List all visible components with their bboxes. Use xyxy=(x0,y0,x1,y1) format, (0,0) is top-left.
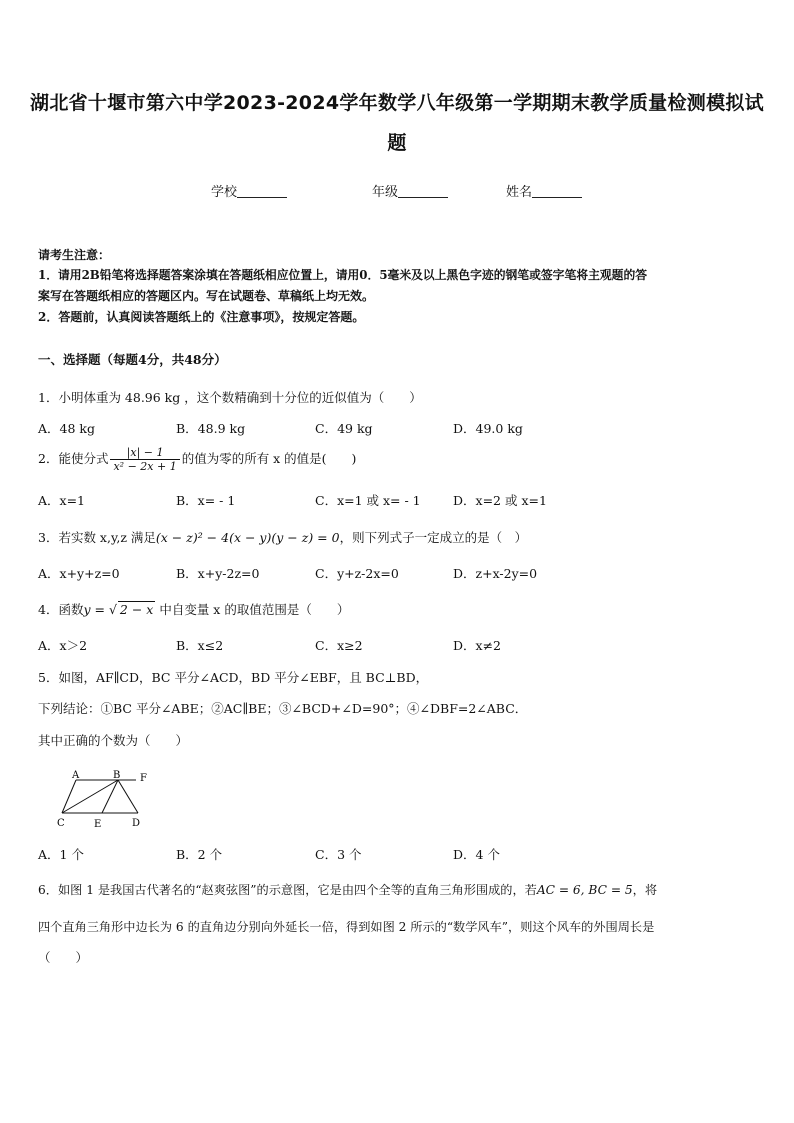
q5-option-c: C．3 个 xyxy=(315,847,362,862)
sqrt-icon: √ xyxy=(108,602,117,617)
q3-post: ，则下列式子一定成立的是（ ） xyxy=(339,530,528,545)
q2-fraction xyxy=(110,446,179,473)
q2-option-b: B．x= - 1 xyxy=(176,493,236,508)
q4-option-a: A．x＞2 xyxy=(38,638,88,653)
q5-line3: 其中正确的个数为（ ） xyxy=(38,733,189,748)
q6-line1-tail: ，将 xyxy=(632,883,658,897)
q2-denominator: x² − 2x + 1 xyxy=(113,460,177,473)
section-heading: 一、选择题（每题4分，共48分） xyxy=(38,352,227,367)
q6-line1-text: 6．如图 1 是我国古代著名的“赵爽弦图”的示意图，它是由四个全等的直角三角形围成的，若 xyxy=(38,883,537,897)
q4-option-d: D．x≠2 xyxy=(453,638,501,653)
q5-line2: 下列结论：①BC 平分∠ABE；②AC∥BE；③∠BCD+∠D=90°；④∠DBF=2∠ABC． xyxy=(38,701,528,716)
q5-line1: 5．如图，AF∥CD，BC 平分∠ACD，BD 平分∠EBF，且 BC⊥BD， xyxy=(38,670,429,685)
q2-stem xyxy=(38,446,356,473)
q3-pre: 3．若实数 x,y,z 满足 xyxy=(38,530,156,545)
label-f: F xyxy=(140,773,147,784)
q5-option-a: A．1 个 xyxy=(38,847,84,862)
label-d: D xyxy=(132,818,141,829)
notice-item2: 2．答题前，认真阅读答题纸上的《注意事项》，按规定答题。 xyxy=(38,310,365,324)
name-label: 姓名 xyxy=(506,185,533,200)
label-a: A xyxy=(72,770,80,781)
q1-option-b: B．48.9 kg xyxy=(176,421,246,436)
notice-item1-line1: 1．请用2B铅笔将选择题答案涂填在答题纸相应位置上，请用0．5毫米及以上黑色字迹的钢笔或签字笔将主观题的答 xyxy=(38,268,648,282)
label-e: E xyxy=(94,819,102,830)
q6-line1 xyxy=(38,881,657,898)
label-c: C xyxy=(57,818,65,829)
q6-line3: （ ） xyxy=(38,950,89,965)
school-blank xyxy=(237,183,287,198)
q3-stem xyxy=(38,528,527,546)
exam-title-line1: 湖北省十堰市第六中学2023-2024学年数学八年级第一学期期末教学质量检测模拟试 xyxy=(30,92,764,114)
q4-pre: 4．函数 xyxy=(38,602,84,617)
q2-option-d: D．x=2 或 x=1 xyxy=(453,493,547,508)
name-blank xyxy=(532,183,582,198)
q5-option-d: D．4 个 xyxy=(453,847,500,862)
q2-post: 的值为零的所有 x 的值是( ) xyxy=(181,451,357,466)
school-field xyxy=(211,181,287,200)
q1-option-c: C．49 kg xyxy=(315,421,373,436)
name-field xyxy=(506,181,582,200)
label-b: B xyxy=(113,770,121,781)
q1-stem: 1．小明体重为 48.96 kg ，这个数精确到十分位的近似值为（ ） xyxy=(38,390,422,405)
q4-option-c: C．x≥2 xyxy=(315,638,363,653)
q2-pre: 2．能使分式 xyxy=(38,451,109,466)
q4-option-b: B．x≤2 xyxy=(176,638,224,653)
q2-numerator: |x| − 1 xyxy=(110,446,179,460)
segment-ac xyxy=(62,780,76,813)
q4-func: y = xyxy=(83,602,109,617)
q1-option-d: D．49.0 kg xyxy=(453,421,523,436)
grade-blank xyxy=(398,183,448,198)
q4-stem xyxy=(38,600,349,618)
q4-radicand: 2 − x xyxy=(119,602,154,617)
q6-line2: 四个直角三角形中边长为 6 的直角边分别向外延长一倍，得到如图 2 所示的“数学风车”，则这个风车的外围周长是 xyxy=(38,920,655,934)
q3-option-c: C．y+z-2x=0 xyxy=(315,566,399,581)
q4-post: 中自变量 x 的取值范围是（ ） xyxy=(159,602,350,617)
q2-option-a: A．x=1 xyxy=(38,493,86,508)
notice-item1-line2: 案写在答题纸相应的答题区内。写在试题卷、草稿纸上均无效。 xyxy=(38,289,375,303)
q5-figure xyxy=(52,768,162,834)
q3-option-a: A．x+y+z=0 xyxy=(38,566,120,581)
notice-heading: 请考生注意： xyxy=(38,248,111,262)
q3-option-b: B．x+y-2z=0 xyxy=(176,566,260,581)
segment-bd xyxy=(118,780,138,813)
exam-title-line2: 题 xyxy=(387,132,407,154)
school-label: 学校 xyxy=(211,185,238,200)
q3-option-d: D．z+x-2y=0 xyxy=(453,566,538,581)
q3-formula: (x − z)² − 4(x − y)(y − z) = 0 xyxy=(155,530,340,545)
grade-label: 年级 xyxy=(372,185,399,200)
grade-field xyxy=(372,181,448,200)
q5-option-b: B．2 个 xyxy=(176,847,223,862)
q6-given: AC = 6, BC = 5 xyxy=(536,883,633,897)
q1-option-a: A．48 kg xyxy=(38,421,95,436)
q2-option-c: C．x=1 或 x= - 1 xyxy=(315,493,421,508)
